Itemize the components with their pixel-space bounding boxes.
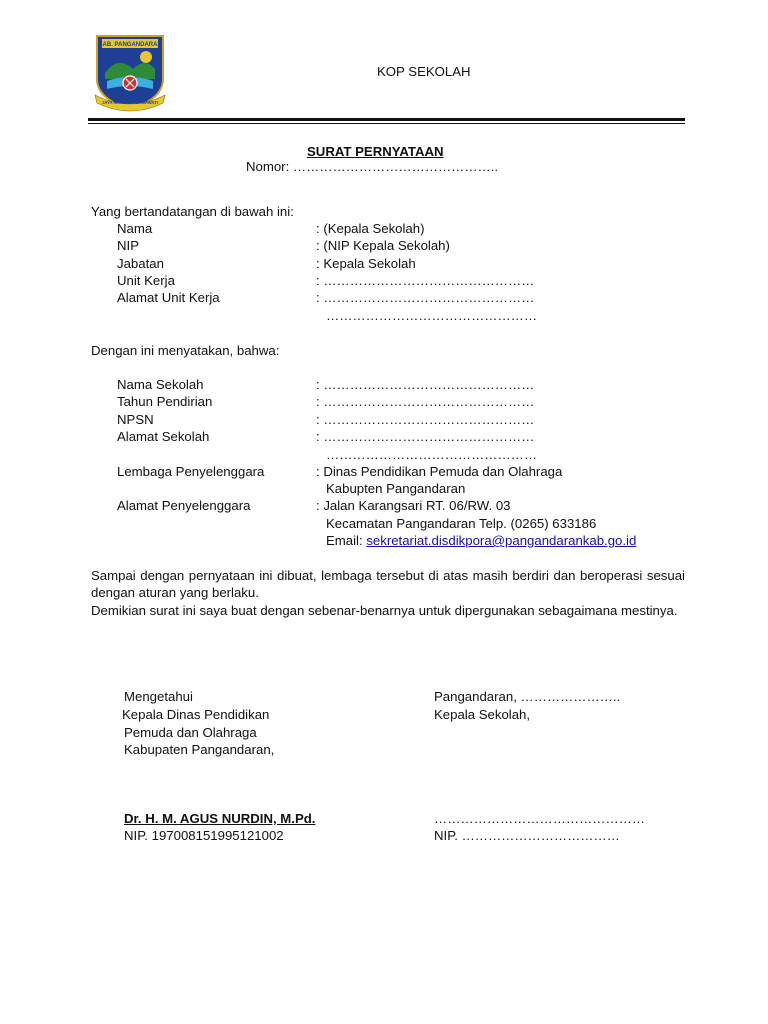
field-label-alamat-penyelenggara: Alamat Penyelenggara [117, 498, 251, 513]
kop-sekolah-text: KOP SEKOLAH [377, 64, 471, 79]
field-label-jabatan: Jabatan [117, 256, 164, 271]
field-value-alamat-unit-kerja: : ………………………………………… [316, 290, 535, 305]
field-value-lembaga-line1: : Dinas Pendidikan Pemuda dan Olahraga [316, 464, 563, 479]
right-sign-place-date: Pangandaran, ………………….. [434, 689, 621, 704]
field-value-npsn: : ………………………………………… [316, 412, 535, 427]
field-value-tahun-pendirian: : ………………………………………… [316, 394, 535, 409]
field-label-lembaga-penyelenggara: Lembaga Penyelenggara [117, 464, 265, 479]
field-label-nama-sekolah: Nama Sekolah [117, 377, 204, 392]
field-label-alamat-unit-kerja: Alamat Unit Kerja [117, 290, 220, 305]
closing-paragraph-1: Sampai dengan pernyataan ini dibuat, lembaga tersebut di atas masih berdiri dan beroperasi sesuai dengan aturan yang berlaku. [91, 568, 685, 601]
intro-text: Yang bertandatangan di bawah ini: [91, 204, 294, 219]
right-signer-name: ………………………………………… [434, 811, 645, 826]
statement-intro: Dengan ini menyatakan, bahwa: [91, 343, 280, 358]
field-value-alamat-sekolah: : ………………………………………… [316, 429, 535, 444]
field-value-jabatan: : Kepala Sekolah [316, 256, 416, 271]
document-number: Nomor: ……………………………………….. [246, 159, 499, 174]
right-sign-position: Kepala Sekolah, [434, 707, 531, 722]
email-label: Email: [326, 533, 367, 548]
right-signer-nip: NIP. ……………………………… [434, 828, 620, 843]
field-label-alamat-sekolah: Alamat Sekolah [117, 429, 210, 444]
left-signer-nip: NIP. 197008151995121002 [124, 828, 284, 843]
field-value-alamat-unit-kerja-line2: ………………………………………… [326, 308, 537, 323]
field-value-unit-kerja: : ………………………………………… [316, 273, 535, 288]
left-sign-line2: Kepala Dinas Pendidikan [122, 707, 270, 722]
field-value-nama-sekolah: : ………………………………………… [316, 377, 535, 392]
field-value-nama: : (Kepala Sekolah) [316, 221, 425, 236]
kabupaten-pangandaran-logo [93, 33, 167, 113]
document-title: SURAT PERNYATAAN [307, 144, 444, 159]
left-sign-line3: Pemuda dan Olahraga [124, 725, 257, 740]
header-rule-thick [88, 118, 685, 121]
left-sign-line4: Kabupaten Pangandaran, [124, 742, 275, 757]
field-label-npsn: NPSN [117, 412, 154, 427]
left-sign-line1: Mengetahui [124, 689, 193, 704]
email-link[interactable]: sekretariat.disdikpora@pangandarankab.go.id [366, 533, 637, 548]
field-value-alamat-sekolah-line2: ………………………………………… [326, 447, 537, 462]
header-rule-thin [88, 123, 685, 124]
field-label-tahun-pendirian: Tahun Pendirian [117, 394, 213, 409]
closing-paragraph-2: Demikian surat ini saya buat dengan sebenar-benarnya untuk dipergunakan sebagaimana mestinya. [91, 603, 678, 618]
field-value-alamat-penyelenggara-line1: : Jalan Karangsari RT. 06/RW. 03 [316, 498, 511, 513]
field-value-alamat-penyelenggara-line2: Kecamatan Pangandaran Telp. (0265) 633186 [326, 516, 597, 531]
left-signer-name: Dr. H. M. AGUS NURDIN, M.Pd. [124, 811, 316, 826]
field-label-unit-kerja: Unit Kerja [117, 273, 175, 288]
field-label-nama: Nama [117, 221, 153, 236]
field-label-nip: NIP [117, 238, 139, 253]
field-value-nip: : (NIP Kepala Sekolah) [316, 238, 450, 253]
email-line [326, 532, 636, 549]
field-value-lembaga-line2: Kabupten Pangandaran [326, 481, 466, 496]
logo-ribbon-text: JAYA MANDALA BAGAWATI [102, 100, 158, 105]
logo-banner-text: KAB. PANGANDARAN [98, 42, 162, 48]
